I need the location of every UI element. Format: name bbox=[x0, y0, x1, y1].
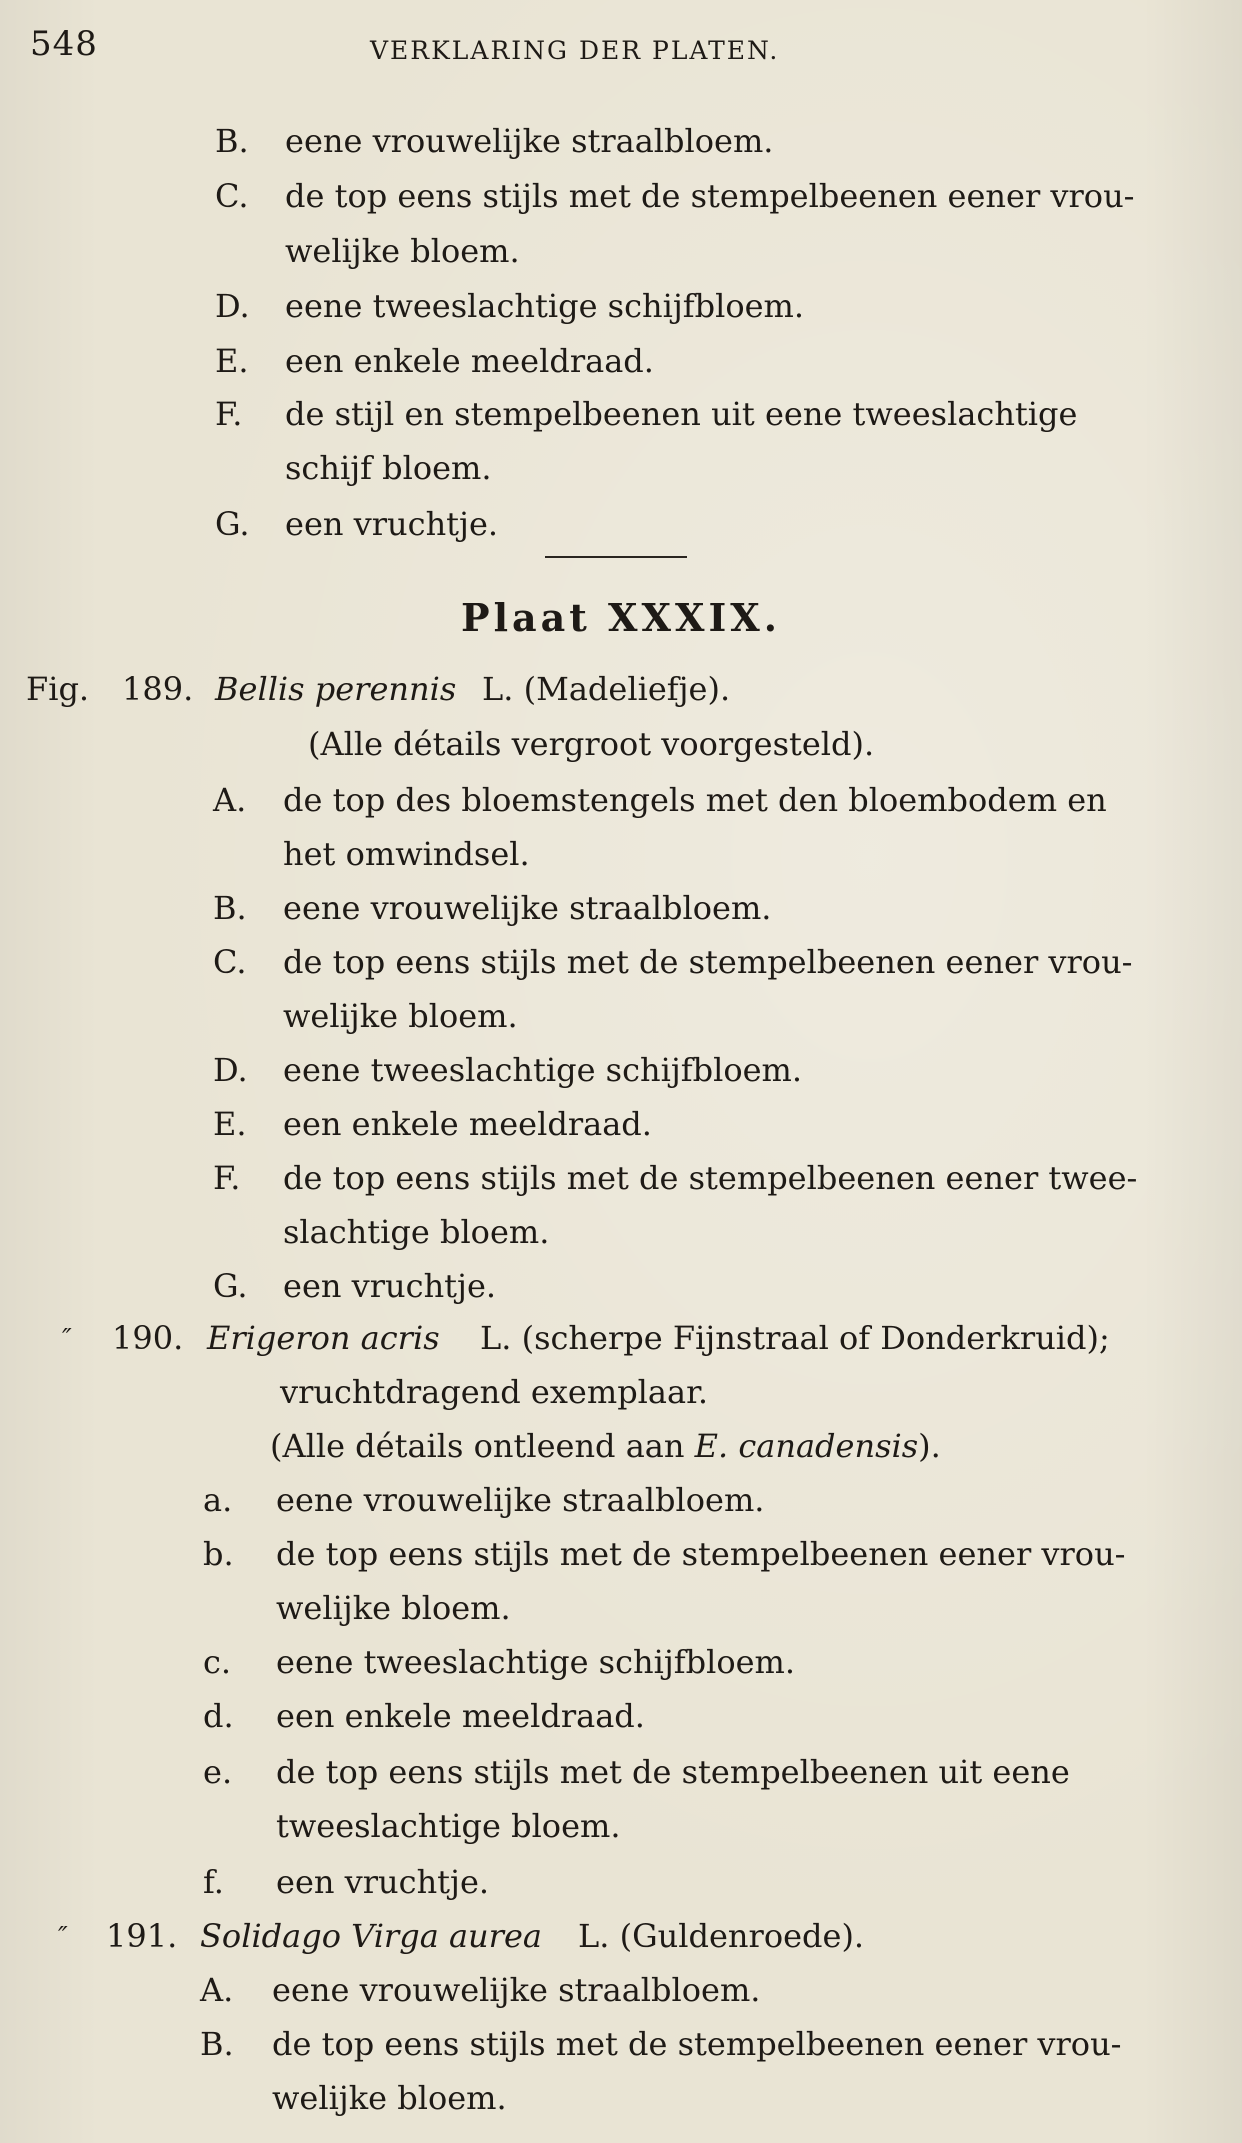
item-text: de top des bloemstengels met den bloembodem en bbox=[283, 781, 1107, 819]
fig-prefix: Fig. bbox=[26, 670, 90, 708]
figure-note: (Alle détails vergroot voorgesteld). bbox=[308, 725, 875, 763]
item-text: een vruchtje. bbox=[276, 1863, 490, 1901]
item-text: een vruchtje. bbox=[283, 1267, 497, 1305]
species-name: Erigeron acris bbox=[207, 1319, 440, 1357]
item-label: F. bbox=[213, 1159, 241, 1197]
figure-note-species: E. canadensis bbox=[694, 1427, 919, 1465]
item-text-continuation: schijf bloem. bbox=[285, 449, 492, 487]
figure-note bbox=[270, 1427, 941, 1465]
item-text: een vruchtje. bbox=[285, 505, 499, 543]
item-text: eene tweeslachtige schijfbloem. bbox=[276, 1643, 796, 1681]
item-text: de top eens stijls met de stempelbeenen eener vrou- bbox=[272, 2025, 1122, 2063]
fig-number: 190. bbox=[112, 1319, 184, 1357]
item-text-continuation: tweeslachtige bloem. bbox=[276, 1807, 621, 1845]
item-label: G. bbox=[213, 1267, 248, 1305]
item-text: een enkele meeldraad. bbox=[285, 342, 654, 380]
item-text: de top eens stijls met de stempelbeenen eener vrou- bbox=[276, 1535, 1126, 1573]
item-label: C. bbox=[213, 943, 247, 981]
item-label: C. bbox=[215, 177, 249, 215]
item-text: eene tweeslachtige schijfbloem. bbox=[285, 287, 805, 325]
species-name: Bellis perennis bbox=[215, 670, 457, 708]
plate-title: Plaat XXXIX. bbox=[461, 595, 781, 640]
item-label: a. bbox=[203, 1481, 233, 1519]
species-common: L. (Guldenroede). bbox=[578, 1917, 865, 1955]
item-text-continuation: welijke bloem. bbox=[285, 232, 520, 270]
ditto-mark: ″ bbox=[62, 1324, 72, 1354]
species-name: Solidago Virga aurea bbox=[200, 1917, 542, 1955]
item-label: b. bbox=[203, 1535, 234, 1573]
fig-number: 189. bbox=[122, 670, 194, 708]
item-text-continuation: welijke bloem. bbox=[283, 997, 518, 1035]
item-text-continuation: welijke bloem. bbox=[276, 1589, 511, 1627]
item-label: E. bbox=[213, 1105, 247, 1143]
item-text-continuation: welijke bloem. bbox=[272, 2079, 507, 2117]
item-text: eene tweeslachtige schijfbloem. bbox=[283, 1051, 803, 1089]
item-label: A. bbox=[200, 1971, 234, 2009]
item-text: een enkele meeldraad. bbox=[276, 1697, 645, 1735]
fig-number: 191. bbox=[106, 1917, 178, 1955]
item-text-continuation: het omwindsel. bbox=[283, 835, 530, 873]
section-divider bbox=[545, 556, 687, 558]
page-number: 548 bbox=[30, 24, 98, 64]
figure-note-prefix: (Alle détails ontleend aan bbox=[270, 1427, 695, 1465]
item-label: D. bbox=[213, 1051, 248, 1089]
item-text: eene vrouwelijke straalbloem. bbox=[283, 889, 772, 927]
item-text: eene vrouwelijke straalbloem. bbox=[285, 122, 774, 160]
item-label: D. bbox=[215, 287, 250, 325]
item-label: B. bbox=[215, 122, 249, 160]
item-label: B. bbox=[213, 889, 247, 927]
item-text: de top eens stijls met de stempelbeenen uit eene bbox=[276, 1753, 1070, 1791]
item-text: eene vrouwelijke straalbloem. bbox=[272, 1971, 761, 2009]
item-label: e. bbox=[203, 1753, 233, 1791]
item-text: de top eens stijls met de stempelbeenen eener twee- bbox=[283, 1159, 1138, 1197]
item-label: c. bbox=[203, 1643, 232, 1681]
figure-note-suffix: ). bbox=[918, 1427, 941, 1465]
item-label: B. bbox=[200, 2025, 234, 2063]
item-text: de top eens stijls met de stempelbeenen eener vrou- bbox=[285, 177, 1135, 215]
species-common: L. (Madeliefje). bbox=[482, 670, 731, 708]
item-text: de stijl en stempelbeenen uit eene tweeslachtige bbox=[285, 395, 1078, 433]
item-text: eene vrouwelijke straalbloem. bbox=[276, 1481, 765, 1519]
item-label: G. bbox=[215, 505, 250, 543]
item-label: d. bbox=[203, 1697, 234, 1735]
item-label: f. bbox=[203, 1863, 224, 1901]
species-common: L. (scherpe Fijnstraal of Donderkruid); bbox=[480, 1319, 1110, 1357]
item-label: E. bbox=[215, 342, 249, 380]
running-title: VERKLARING DER PLATEN. bbox=[370, 36, 780, 65]
item-text: de top eens stijls met de stempelbeenen eener vrou- bbox=[283, 943, 1133, 981]
item-text-continuation: slachtige bloem. bbox=[283, 1213, 550, 1251]
item-label: F. bbox=[215, 395, 243, 433]
page-header bbox=[30, 24, 1210, 74]
item-text: een enkele meeldraad. bbox=[283, 1105, 652, 1143]
ditto-mark: ″ bbox=[58, 1922, 68, 1952]
species-continuation: vruchtdragend exemplaar. bbox=[280, 1373, 709, 1411]
item-label: A. bbox=[213, 781, 247, 819]
